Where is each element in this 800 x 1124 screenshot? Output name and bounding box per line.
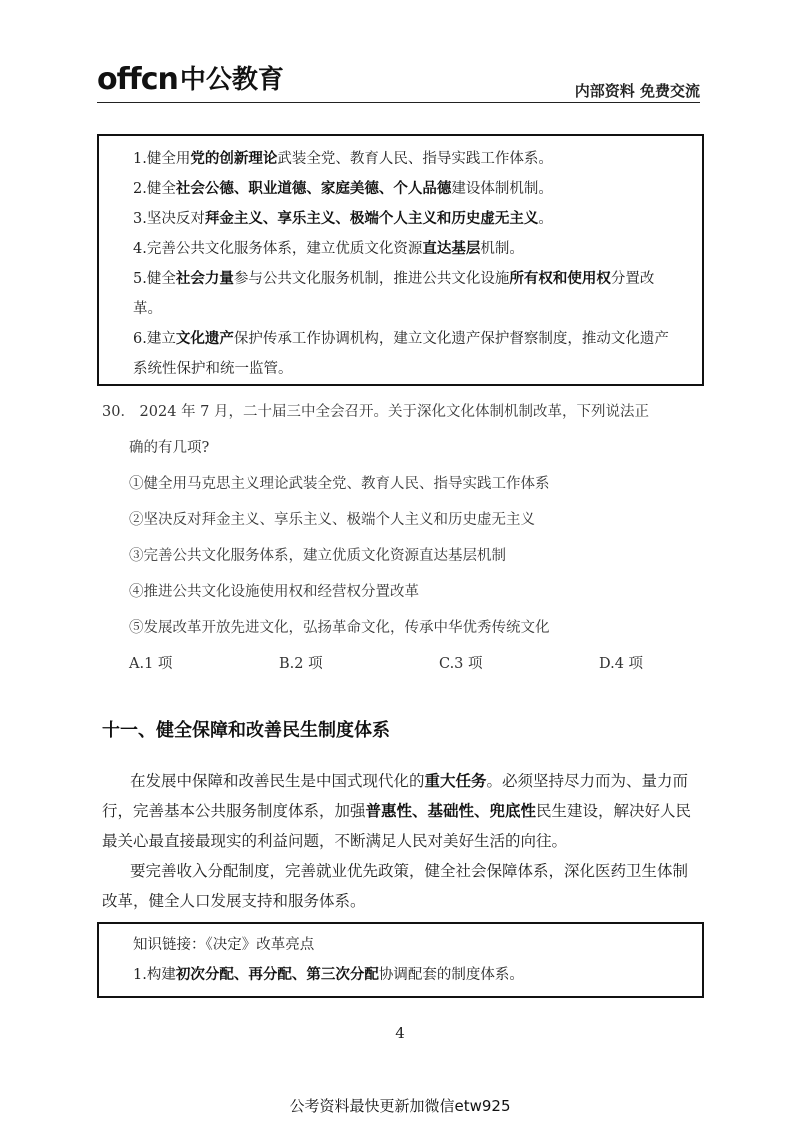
knowledge-link-item-1: 1.构建初次分配、再分配、第三次分配协调配套的制度体系。 [133,966,524,983]
choice-a: A.1 项 [129,656,173,672]
choice-d: D.4 项 [599,656,644,672]
page-number: 4 [395,1024,405,1042]
section-title: 十一、健全保障和改善民生制度体系 [102,720,390,741]
logo-english-text: offcn [97,62,178,97]
question-stem: 30． 2024 年 7 月，二十届三中全会召开。关于深化文化体制机制改革，下列说法正 [102,404,650,420]
statement-3: ③完善公共文化服务体系，建立优质文化资源直达基层机制 [129,548,506,564]
answer-choices [129,646,702,682]
knowledge-link-title: 知识链接：《决定》改革亮点 [133,937,315,953]
choice-b: B.2 项 [279,656,323,672]
knowledge-link-box [97,922,704,998]
offcn-logo [97,62,284,98]
section-paragraph-1: 在发展中保障和改善民生是中国式现代化的重大任务。必须坚持尽力而为、量力而行，完善基本公共服务制度体系，加强普惠性、基础性、兜底性民生建设，解决好人民最关心最直接最现实的利益问题，不断满足人民对美好生活的向往。 [102,771,692,850]
logo-chinese-text: 中公教育 [179,65,284,95]
page-header [97,62,700,103]
box-item-4: 4.完善公共文化服务体系，建立优质文化资源直达基层机制。 [133,240,524,257]
statement-2: ②坚决反对拜金主义、享乐主义、极端个人主义和历史虚无主义 [129,512,535,528]
choice-c: C.3 项 [439,656,483,672]
box-item-5: 5.健全社会力量参与公共文化服务机制，推进公共文化设施所有权和使用权分置改革。 [133,270,655,317]
section-paragraph-2: 要完善收入分配制度，完善就业优先政策，健全社会保障体系，深化医药卫生体制改革，健全人口发展支持和服务体系。 [102,862,689,910]
statement-5: ⑤发展改革开放先进文化，弘扬革命文化，传承中华优秀传统文化 [129,620,550,636]
statement-4: ④推进公共文化设施使用权和经营权分置改革 [129,584,419,600]
footer-note: 公考资料最快更新加微信etw925 [289,1097,511,1115]
question-stem-cont: 确的有几项? [129,440,210,456]
box-item-1: 1.健全用党的创新理论武装全党、教育人民、指导实践工作体系。 [133,150,553,167]
box-item-3: 3.坚决反对拜金主义、享乐主义、极端个人主义和历史虚无主义。 [133,210,553,227]
box-item-2: 2.健全社会公德、职业道德、家庭美德、个人品德建设体制机制。 [133,180,553,197]
question-30 [102,394,702,682]
box-item-6: 6.建立文化遗产保护传承工作协调机构，建立文化遗产保护督察制度，推动文化遗产系统性保护和统一监管。 [133,330,669,377]
reform-points-box [97,134,704,386]
header-note: 内部资料 免费交流 [574,82,700,100]
statement-1: ①健全用马克思主义理论武装全党、教育人民、指导实践工作体系 [129,476,550,492]
